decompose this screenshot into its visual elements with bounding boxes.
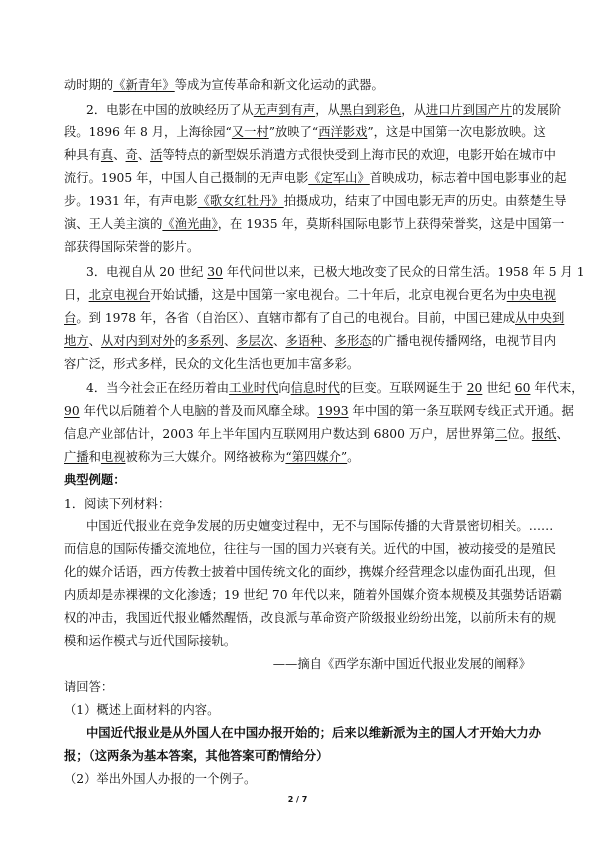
text-span: 开始试播，这是中国第一家电视台。二十年后，北京电视台更名为 [150, 288, 507, 302]
bold-text: 中国近代报业是从外国人在中国办报开始的；后来以维新派为主的国人才开始大力办 [86, 726, 541, 740]
underlined-term: 中央电视 [506, 288, 556, 302]
text-span: 部获得国际荣誉的影片。 [64, 240, 200, 254]
text-span: 流行。1905 年，中国人自己摄制的无声电影 [64, 171, 309, 185]
underlined-term: 地方 [64, 334, 89, 348]
text-span: （2）举出外国人办报的一个例子。 [64, 772, 257, 786]
text-span: 内质却是赤裸裸的文化渗透；19 世纪 70 年代以来，随着外国媒介资本规模及其强势话语霸 [64, 588, 563, 602]
text-span: 、 [137, 148, 151, 162]
underlined-term: 工业时代 [229, 381, 279, 395]
text-span: 等成为宣传革命和新文化运动的武器。 [174, 78, 384, 92]
underlined-term: 《歌女红牡丹》 [197, 194, 284, 208]
text-line [64, 193, 567, 209]
text-line [64, 102, 562, 118]
text-line [64, 356, 531, 372]
text-line [64, 239, 531, 255]
text-line [64, 264, 585, 280]
question-intro [64, 496, 531, 512]
text-span: 和 [88, 450, 101, 464]
text-span: 信息产业部估计，2003 年上半年国内互联网用户数达到 6800 万户，居世界第 [64, 427, 495, 441]
text-span: （1）概述上面材料的内容。 [64, 703, 220, 717]
text-span: 年中国的第一条互联网专线正式开通。据 [348, 404, 574, 418]
text-span: 。到 1978 年，各省（自治区）、直辖市都有了自己的电视台。目前，中国已建成 [76, 311, 516, 325]
quote-line [64, 610, 556, 626]
text-line [64, 426, 569, 442]
underlined-term: 从对内到对外 [100, 334, 175, 348]
text-span: 的发展阶 [512, 103, 562, 117]
underlined-term: 西洋影戏 [318, 125, 368, 139]
text-span: 的 [174, 334, 188, 348]
text-span: 的巨变。互联网诞生于 [339, 381, 467, 395]
text-span: 化的媒介话语，西方传教士披着中国传统文化的面纱，携媒介经营理念以虚伪面孔出现，但 [64, 565, 556, 579]
underlined-term: 60 [514, 381, 531, 395]
underlined-term: 奇 [125, 148, 138, 162]
underlined-term: 从中央到 [515, 311, 565, 325]
quote-source [64, 656, 531, 672]
underlined-term: 多语种 [285, 334, 323, 348]
bold-text: 典型例题： [64, 473, 126, 487]
text-span: ”放映了“ [268, 125, 319, 139]
underlined-term: 《新青年》 [113, 78, 175, 92]
text-span: 。 [347, 450, 360, 464]
text-span: 、 [322, 334, 335, 348]
underlined-term: 北京电视台 [88, 288, 151, 302]
text-span: 4．当今社会正在经历着由 [86, 381, 230, 395]
underlined-term: 信息时代 [290, 381, 340, 395]
underlined-term: 多层次 [236, 334, 274, 348]
text-span: 演、王人美主演的 [64, 217, 163, 231]
underlined-term: 30 [207, 265, 223, 279]
text-span: 位。 [507, 427, 532, 441]
text-span: 、 [223, 334, 237, 348]
text-span: 中国近代报业在竞争发展的历史嬗变过程中，无不与国际传播的大背景密切相关。…… [86, 519, 554, 533]
underlined-term: 活 [150, 148, 163, 162]
text-span: 请回答： [64, 680, 114, 694]
text-span: 世纪 [482, 381, 515, 395]
quote-line [64, 633, 531, 649]
text-line [64, 170, 567, 186]
text-line [64, 449, 531, 465]
quote-line [64, 541, 556, 557]
underlined-term: 广播 [64, 450, 89, 464]
text-line [64, 124, 546, 140]
text-span: 权的冲击，我国近代报业幡然醒悟，改良派与革命资产阶级报业纷纷出笼，以前所未有的规 [64, 611, 556, 625]
section-heading [64, 472, 531, 488]
bold-text: 报；（这两条为基本答案，其他答案可酌情给分） [64, 749, 329, 763]
underlined-term: 1993 [317, 404, 349, 418]
text-line [64, 333, 557, 349]
text-span: 1．阅读下列材料： [64, 497, 171, 511]
text-span: 等特点的新型娱乐消遣方式很快受到上海市民的欢迎，电影开始在城市中 [162, 148, 556, 162]
text-span: ，在 1935 年，莫斯科国际电影节上获得荣誉奖，这是中国第一 [217, 217, 565, 231]
text-span: 模和运作模式与近代国际接轨。 [64, 634, 237, 648]
text-span: 年代问世以来，已极大地改变了民众的日常生活。1958 年 5 月 1 [222, 265, 585, 279]
text-line [64, 216, 565, 232]
text-span: 首映成功，标志着中国电影事业的起 [369, 171, 567, 185]
underlined-term: 又一村 [231, 125, 269, 139]
text-span: 日， [64, 288, 89, 302]
underlined-term: 台 [64, 311, 77, 325]
underlined-term: 二 [494, 427, 508, 441]
sub-question [64, 771, 531, 787]
page-number: 2 / 7 [287, 795, 308, 804]
text-span: ，从 [401, 103, 426, 117]
underlined-term: 《渔光曲》 [162, 217, 218, 231]
quote-line [64, 587, 563, 603]
underlined-term: 黑白到彩色 [339, 103, 402, 117]
text-span: 年代末， [530, 381, 584, 395]
text-line [64, 403, 574, 419]
text-line [64, 287, 556, 303]
sub-question [64, 702, 531, 718]
text-span: ，从 [315, 103, 340, 117]
underlined-term: 进口片到国产片 [425, 103, 512, 117]
text-span: 2．电影在中国的放映经历了从 [86, 103, 254, 117]
text-line [64, 310, 565, 326]
text-span: 的广播电视传播网络，电视节目内 [371, 334, 557, 348]
text-span: 种具有 [64, 148, 101, 162]
text-span: 、 [113, 148, 126, 162]
answer-line [64, 748, 531, 764]
text-line [64, 147, 556, 163]
underlined-term: 电视 [100, 450, 126, 464]
text-span: 年代以后随着个人电脑的普及而风靡全球。 [79, 404, 318, 418]
text-line [64, 380, 584, 396]
underlined-term: “第四媒介” [285, 450, 348, 464]
text-span: 向 [278, 381, 291, 395]
underlined-term: 《定军山》 [308, 171, 370, 185]
text-span: 3．电视自从 20 世纪 [86, 265, 208, 279]
text-span: 、 [273, 334, 286, 348]
quote-line [64, 564, 556, 580]
text-span: 步。1931 年，有声电影 [64, 194, 198, 208]
answer-line [64, 725, 541, 741]
text-span: 拍摄成功，结束了中国电影无声的历史。由蔡楚生导 [283, 194, 567, 208]
text-line [64, 77, 531, 93]
text-span: 段。1896 年 8 月，上海徐园“ [64, 125, 232, 139]
question-prompt [64, 679, 531, 695]
text-span: 、 [556, 427, 569, 441]
underlined-term: 报纸 [531, 427, 557, 441]
underlined-term: 无声到有声 [253, 103, 316, 117]
text-span: ”，这是中国第一次电影放映。这 [367, 125, 546, 139]
text-span: ——摘自《西学东渐中国近代报业发展的阐释》 [272, 657, 531, 671]
text-span: 被称为三大媒介。网络被称为 [125, 450, 286, 464]
text-span: 动时期的 [64, 78, 114, 92]
text-span: 而信息的国际传播交流地位，往往与一国的国力兴衰有关。近代的中国，被动接受的是殖民 [64, 542, 556, 556]
quote-line [64, 518, 554, 534]
text-span: 容广泛，形式多样，民众的文化生活也更加丰富多彩。 [64, 357, 360, 371]
underlined-term: 20 [466, 381, 483, 395]
underlined-term: 90 [64, 404, 80, 418]
underlined-term: 多形态 [334, 334, 372, 348]
text-span: 、 [88, 334, 101, 348]
underlined-term: 真 [100, 148, 114, 162]
underlined-term: 多系列 [187, 334, 224, 348]
